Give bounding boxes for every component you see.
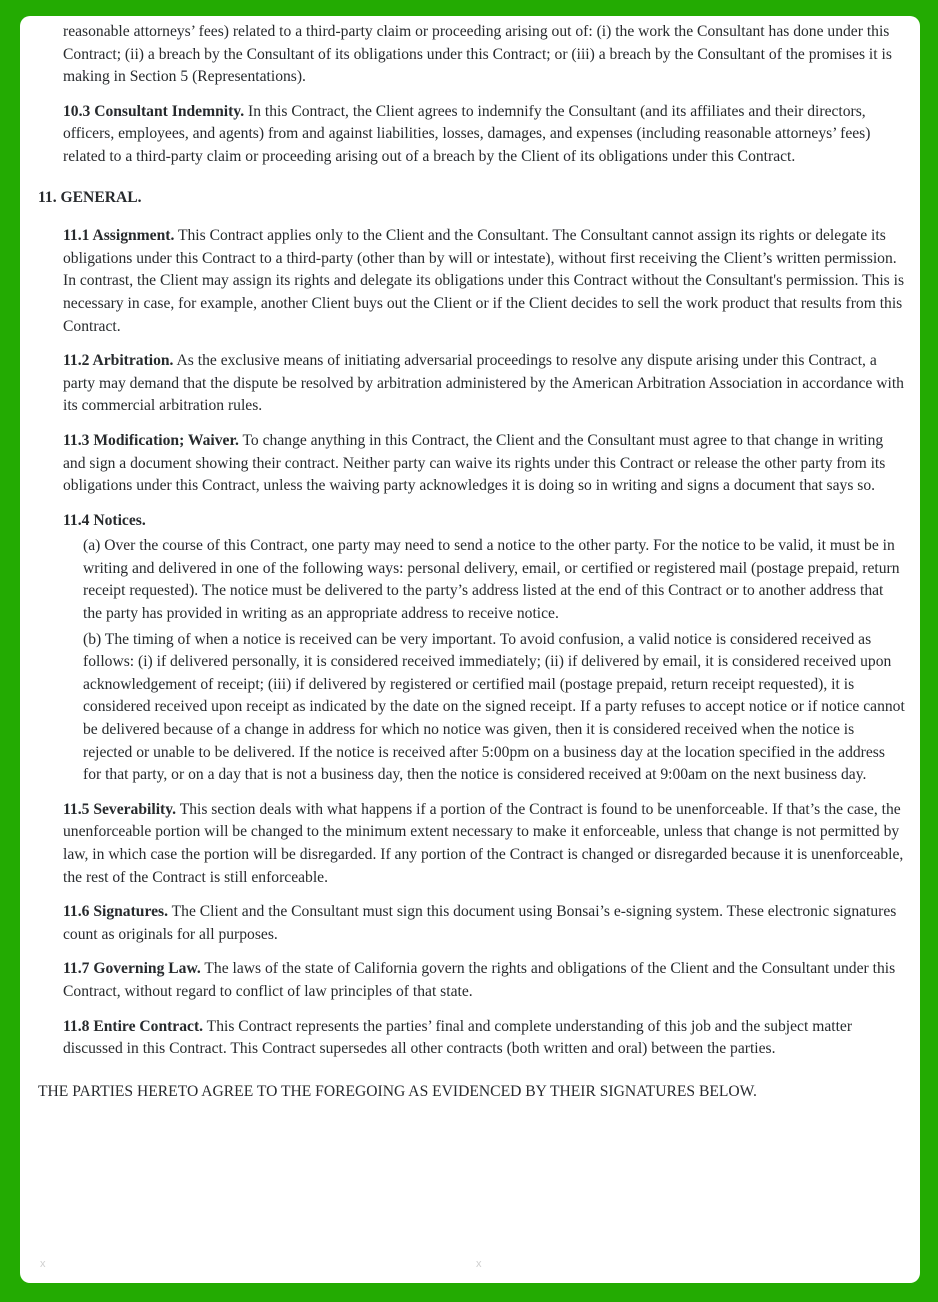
clause-11-7 <box>63 958 905 1003</box>
clause-11-8-text: This Contract represents the parties’ final and complete understanding of this job and the subject matter discussed in this Contract. This Contract supersedes all other contracts (both written and oral) between the parties. <box>63 1017 853 1058</box>
clause-10-3 <box>63 101 905 169</box>
clause-11-5-label: 11.5 Severability. <box>63 800 177 818</box>
signature-field-marker-consultant[interactable]: x <box>476 1258 482 1270</box>
section-11-heading: 11. GENERAL. <box>38 188 142 206</box>
closing-statement: THE PARTIES HERETO AGREE TO THE FOREGOING AS EVIDENCED BY THEIR SIGNATURES BELOW. <box>38 1082 757 1100</box>
clause-11-6-text: The Client and the Consultant must sign this document using Bonsai’s e-signing system. These electronic signatures count as originals for all purposes. <box>63 903 897 943</box>
clause-11-8-label: 11.8 Entire Contract. <box>63 1017 204 1035</box>
clause-11-4-item-b: (b) The timing of when a notice is received can be very important. To avoid confusion, a valid notice is considered received as follows: (i) if delivered personally, it is considered received immediately; (ii) if delivered by email, it is considered received upon acknowledgement of receipt; (iii) if delivered by registered or certified mail (postage prepaid, return receipt requested), it is considered received upon receipt as indicated by the date on the signed receipt. If a party refuses to accept notice or if notice cannot be delivered because of a change in address for which no notice was given, then it is considered received when the notice is rejected or unable to be delivered. If the notice is received after 5:00pm on a business day at the location specified in the address for that party, or on a day that is not a business day, then the notice is considered received at 9:00am on the next business day. <box>83 630 905 784</box>
clause-11-5 <box>63 799 905 889</box>
clause-11-5-text: This section deals with what happens if a portion of the Contract is found to be unenforceable. If that’s the case, the unenforceable portion will be changed to the minimum extent necessary to make it enforceable, unless that change is not permitted by law, in which case the portion will be disregarded. If any portion of the Contract is changed or disregarded because it is unenforceable, the rest of the Contract is still enforceable. <box>63 800 904 886</box>
clause-10-3-text: In this Contract, the Client agrees to indemnify the Consultant (and its affiliates and their directors, officers, employees, and agents) from and against liabilities, losses, damages, and expenses (including reasonable attorneys’ fees) related to a third-party claim or proceeding arising out of a breach by the Client of its obligations under this Contract. <box>63 102 871 165</box>
clause-11-4-item-a: (a) Over the course of this Contract, one party may need to send a notice to the other party. For the notice to be valid, it must be in writing and delivered in one of the following ways: personal delivery, email, or certified or registered mail (postage prepaid, return receipt requested). The notice must be delivered to the party’s address listed at the end of this Contract or to another address that the party has provided in writing as an appropriate address to receive notice. <box>83 537 900 623</box>
clause-11-1-text: This Contract applies only to the Client and the Consultant. The Consultant cannot assign its rights or delegate its obligations under this Contract to a third-party (other than by will or intestate), without first receiving the Client’s written permission. In contrast, the Client may assign its rights and delegate its obligations under this Contract without the Consultant's permission. This is necessary in case, for example, another Client buys out the Client or if the Client decides to sell the work product that results from this Contract. <box>63 227 905 335</box>
clause-11-1 <box>63 225 905 338</box>
clause-11-8 <box>63 1016 905 1061</box>
clause-11-6 <box>63 901 905 946</box>
clause-continuation-text: reasonable attorneys’ fees) related to a third-party claim or proceeding arising out of: (i) the work the Consultant has done under this Contract; (ii) a breach by the Consultant of its obligations under this Contract; or (iii) a breach by the Consultant of the promises it is making in Section 5 (Representations). <box>63 23 892 86</box>
clause-11-2-label: 11.2 Arbitration. <box>63 352 174 370</box>
clause-11-2 <box>63 350 905 418</box>
clause-11-3 <box>63 430 905 498</box>
clause-11-6-label: 11.6 Signatures. <box>63 903 168 921</box>
clause-11-7-text: The laws of the state of California govern the rights and obligations of the Client and the Consultant under this Contract, without regard to conflict of law principles of that state. <box>63 960 896 1000</box>
clause-11-1-label: 11.1 Assignment. <box>63 227 175 245</box>
clause-11-3-label: 11.3 Modification; Waiver. <box>63 431 239 449</box>
signature-field-marker-client[interactable]: x <box>40 1258 46 1270</box>
contract-page <box>20 16 920 1283</box>
clause-11-4 <box>63 510 905 533</box>
clause-11-7-label: 11.7 Governing Law. <box>63 960 201 978</box>
clause-11-4-label: 11.4 Notices. <box>63 511 146 529</box>
clause-11-3-text: To change anything in this Contract, the Client and the Consultant must agree to that change in writing and sign a document showing their contract. Neither party can waive its rights under this Contract or release the other party from its obligations under this Contract, unless the waiving party acknowledges it is doing so in writing and signs a document that says so. <box>63 431 886 495</box>
contract-content <box>20 21 920 1103</box>
clause-10-3-label: 10.3 Consultant Indemnity. <box>63 102 245 120</box>
clause-11-2-text: As the exclusive means of initiating adversarial proceedings to resolve any dispute arising under this Contract, a party may demand that the dispute be resolved by arbitration administered by the American Arbitration Association in accordance with its commercial arbitration rules. <box>63 352 904 415</box>
